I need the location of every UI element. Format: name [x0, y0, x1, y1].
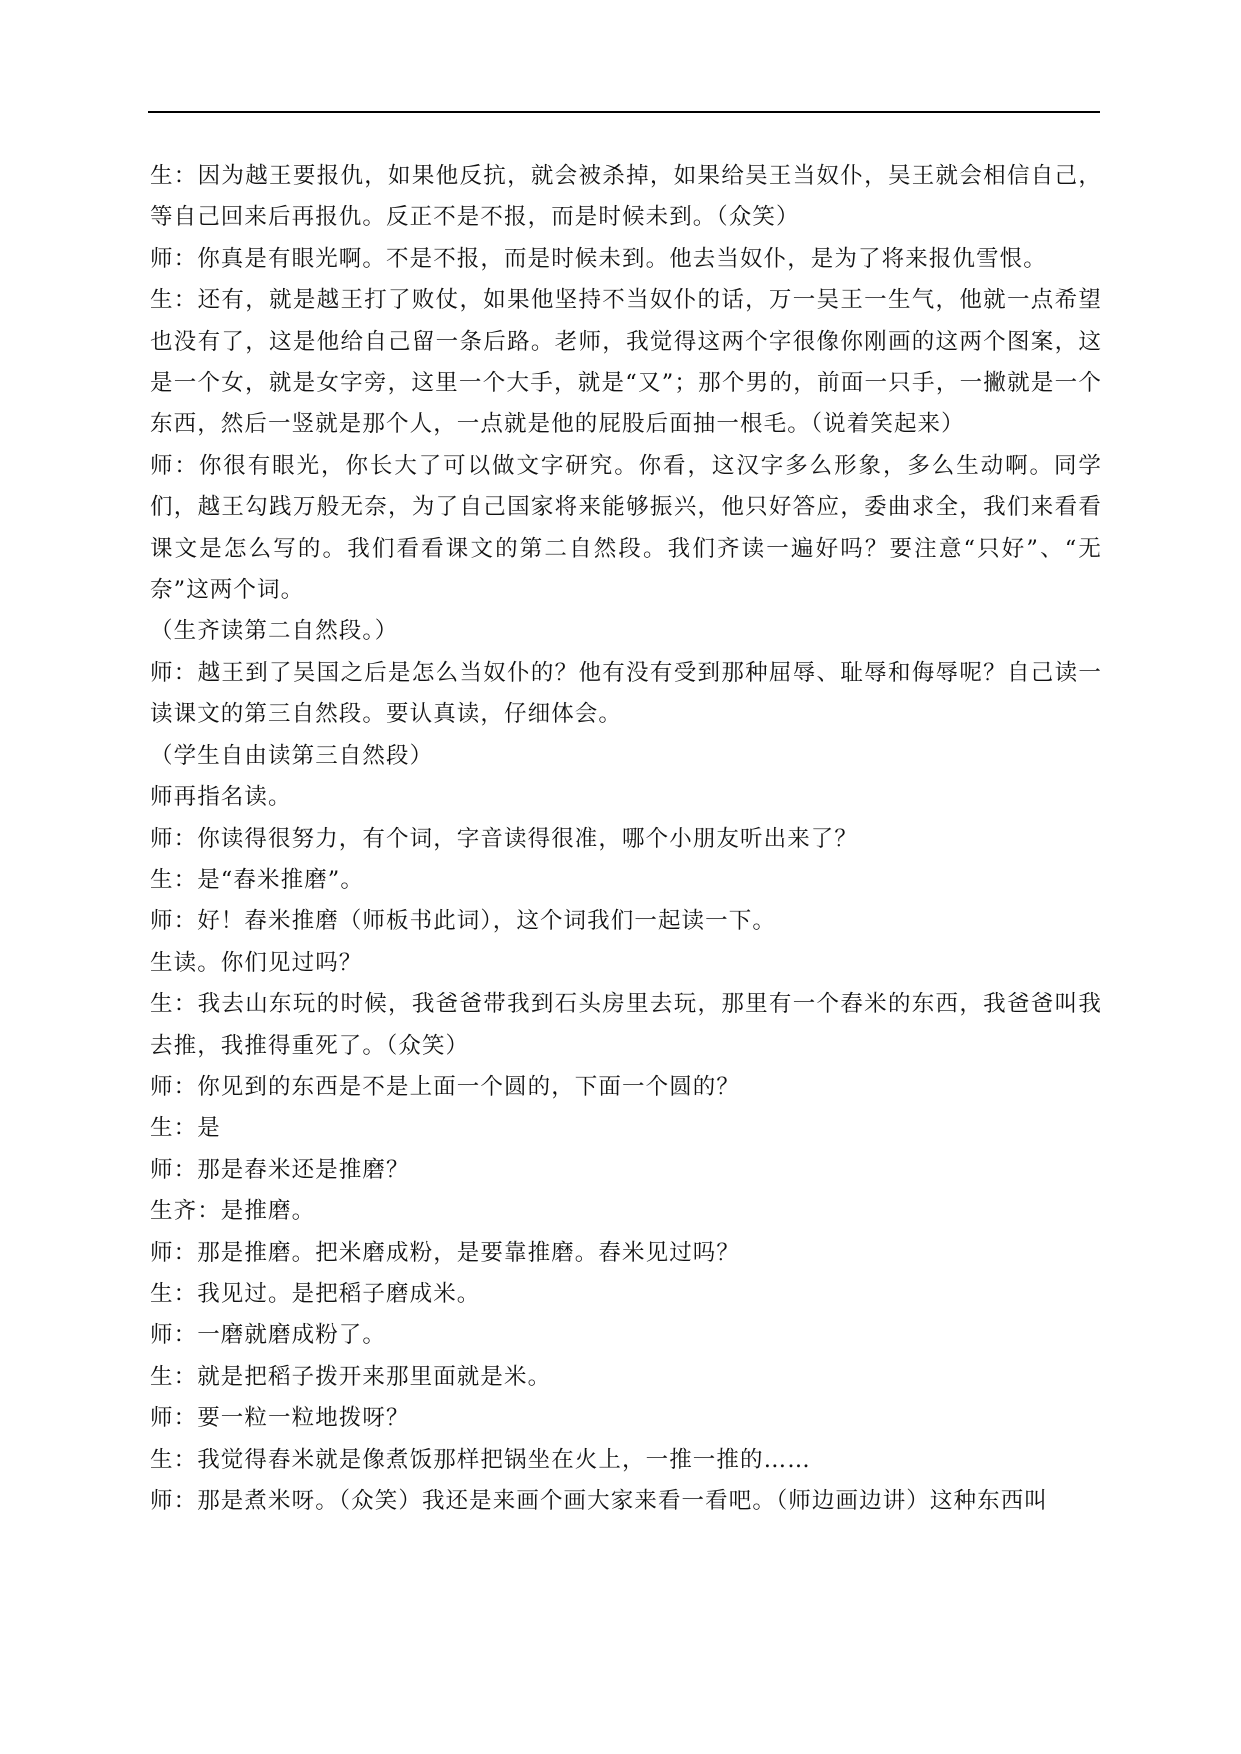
paragraph: 生齐：是推磨。	[150, 1198, 316, 1225]
paragraph: 师：好！舂米推磨（师板书此词），这个词我们一起读一下。	[150, 908, 776, 935]
paragraph: 师：越王到了吴国之后是怎么当奴仆的？他有没有受到那种屈辱、耻辱和侮辱呢？自己读一读课文的第三自然段。要认真读，仔细体会。	[150, 659, 1102, 728]
paragraph: 生：我见过。是把稻子磨成米。	[150, 1280, 481, 1307]
paragraph: 生：我觉得舂米就是像煮饭那样把锅坐在火上，一推一推的……	[150, 1446, 811, 1473]
paragraph: 生：是	[150, 1115, 221, 1142]
paragraph: 生：还有，就是越王打了败仗，如果他坚持不当奴仆的话，万一吴王一生气，他就一点希望也没有了，这是他给自己留一条后路。老师，我觉得这两个字很像你刚画的这两个图案，这是一个女，就是女字旁，这里一个大手，就是“又”；那个男的，前面一只手，一撇就是一个东西，然后一竖就是那个人，一点就是他的屁股后面抽一根毛。（说着笑起来）	[150, 287, 1102, 438]
paragraph: 生：就是把稻子拨开来那里面就是米。	[150, 1363, 552, 1390]
paragraph: 师：你真是有眼光啊。不是不报，而是时候未到。他去当奴仆，是为了将来报仇雪恨。	[150, 245, 1047, 272]
header-rule	[148, 111, 1100, 113]
paragraph: （生齐读第二自然段。）	[150, 618, 399, 645]
paragraph: 师：你很有眼光，你长大了可以做文字研究。你看，这汉字多么形象，多么生动啊。同学们，越王勾践万般无奈，为了自己国家将来能够振兴，他只好答应，委曲求全，我们来看看课文是怎么写的。我们看看课文的第二自然段。我们齐读一遍好吗？要注意“只好”、“无奈”这两个词。	[150, 452, 1102, 604]
paragraph: 生：我去山东玩的时候，我爸爸带我到石头房里去玩，那里有一个舂米的东西，我爸爸叫我去推，我推得重死了。（众笑）	[150, 991, 1102, 1059]
paragraph: 师：你见到的东西是不是上面一个圆的，下面一个圆的？	[150, 1073, 741, 1100]
paragraph: 师：要一粒一粒地拨呀？	[150, 1405, 410, 1432]
paragraph: 生：因为越王要报仇，如果他反抗，就会被杀掉，如果给吴王当奴仆，吴王就会相信自己，等自己回来后再报仇。反正不是不报，而是时候未到。（众笑）	[150, 163, 1102, 231]
paragraph: 师：那是煮米呀。（众笑）我还是来画个画大家来看一看吧。（师边画边讲）这种东西叫	[150, 1488, 1048, 1514]
document-body	[150, 156, 1102, 1522]
paragraph: （学生自由读第三自然段）	[150, 742, 434, 769]
paragraph: 师再指名读。	[150, 784, 292, 811]
paragraph: 师：那是舂米还是推磨？	[150, 1156, 410, 1183]
paragraph: 师：那是推磨。把米磨成粉，是要靠推磨。舂米见过吗？	[150, 1239, 741, 1266]
paragraph: 生：是“舂米推磨”。	[150, 866, 365, 893]
paragraph: 师：一磨就磨成粉了。	[150, 1322, 387, 1349]
paragraph: 生读。你们见过吗？	[150, 949, 363, 976]
paragraph: 师：你读得很努力，有个词，字音读得很准，哪个小朋友听出来了？	[150, 825, 859, 852]
